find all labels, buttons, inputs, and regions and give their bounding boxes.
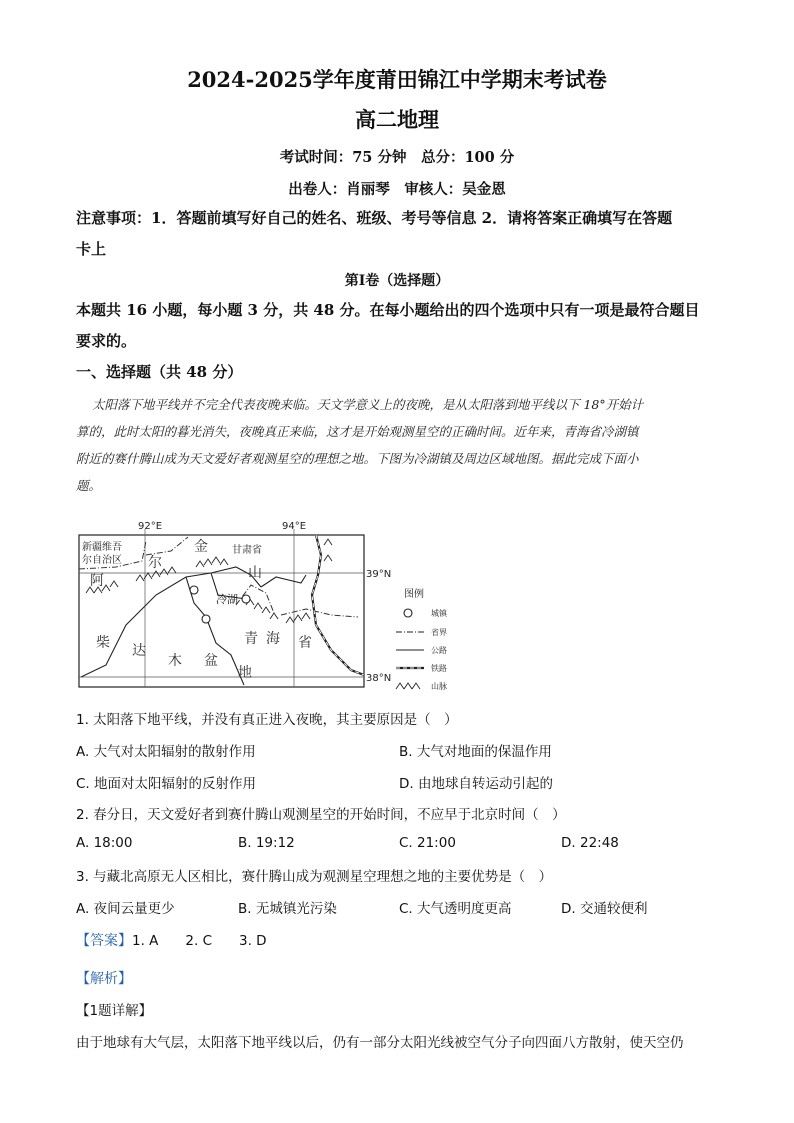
- map-legend: [396, 587, 448, 691]
- map-char-jin: 金: [194, 539, 208, 555]
- question-2-option-a: A. 18:00: [76, 835, 133, 851]
- legend-label-mountain: 山脉: [431, 682, 447, 691]
- map-char-pen: 盆: [204, 653, 218, 669]
- map-char-shan: 山: [248, 565, 262, 581]
- town-label-lenghu: 冷湖: [216, 593, 238, 606]
- legend-label-railway: 铁路: [431, 664, 447, 673]
- exam-title: 2024-2025学年度莆田锦江中学期末考试卷: [187, 67, 607, 92]
- lon-label-92e: 92°E: [138, 521, 163, 532]
- notice-line-2: 卡上: [76, 240, 107, 258]
- question-1-stem: 1. 太阳落下地平线，并没有真正进入夜晚，其主要原因是（ ）: [76, 712, 458, 728]
- question-1-option-c: C. 地面对太阳辐射的反射作用: [76, 776, 257, 792]
- legend-label-highway: 公路: [431, 646, 447, 655]
- map-char-da: 达: [132, 643, 146, 659]
- question-3-option-b: B. 无城镇光污染: [238, 901, 337, 917]
- map-char-sheng: 省: [298, 635, 312, 651]
- question-1-option-b: B. 大气对地面的保温作用: [399, 744, 552, 760]
- question-2-option-c: C. 21:00: [399, 835, 456, 851]
- answer-row: [76, 929, 267, 950]
- question-2-option-b: B. 19:12: [238, 835, 295, 851]
- notice-line-1: 注意事项：1．答题前填写好自己的姓名、班级、考号等信息 2．请将答案正确填写在答题: [76, 209, 673, 227]
- question-1-option-d: D. 由地球自转运动引起的: [399, 776, 553, 792]
- legend-town-icon: [404, 609, 412, 617]
- passage-line-3: 附近的赛什腾山成为天文爱好者观测星空的理想之地。下图为冷湖镇及周边区域地图。据此完成下面小: [76, 451, 639, 466]
- question-1-option-a: A. 大气对太阳辐射的散射作用: [76, 744, 256, 760]
- lenghu-region-map: [76, 515, 466, 695]
- question-3-option-d: D. 交通较便利: [561, 901, 648, 917]
- analysis-q1-label: 【1题详解】: [76, 1003, 153, 1019]
- question-3-option-a: A. 夜间云量更少: [76, 901, 175, 917]
- section-instruction-1: 本题共 16 小题，每小题 3 分，共 48 分。在每小题给出的四个选项中只有一项是最符合题目: [76, 301, 700, 319]
- part-title: 一、选择题（共 48 分）: [76, 363, 243, 381]
- answer-values: 1. A 2. C 3. D: [132, 933, 267, 949]
- map-char-chai: 柴: [96, 635, 110, 651]
- town-marker-lenghu: [242, 595, 250, 603]
- map-char-qing: 青: [244, 631, 258, 647]
- subject-title: 高二地理: [355, 107, 439, 132]
- lat-label-38n: 38°N: [366, 673, 392, 684]
- question-3-option-c: C. 大气透明度更高: [399, 901, 512, 917]
- lat-label-39n: 39°N: [366, 569, 392, 580]
- question-3-stem: 3. 与藏北高原无人区相比，赛什腾山成为观测星空理想之地的主要优势是（ ）: [76, 869, 553, 885]
- map-char-mu: 木: [168, 653, 182, 669]
- map-char-er: 尔: [148, 555, 162, 571]
- passage-line-2: 算的，此时太阳的暮光消失，夜晚真正来临，这才是开始观测星空的正确时间。近年来，青海省冷湖镇: [76, 424, 639, 439]
- region-label-xinjiang-1: 新疆维吾: [82, 542, 122, 553]
- analysis-q1-text: 由于地球有大气层，太阳落下地平线以后，仍有一部分太阳光线被空气分子向四面八方散射，使天空仍: [76, 1035, 684, 1051]
- legend-mountain-icon: [396, 683, 420, 689]
- map-char-di: 地: [238, 665, 252, 681]
- section-heading: 第Ⅰ卷（选择题）: [344, 273, 450, 289]
- section-instruction-2: 要求的。: [76, 332, 137, 350]
- question-2-option-d: D. 22:48: [561, 835, 619, 851]
- passage-line-1: 太阳落下地平线并不完全代表夜晚来临。天文学意义上的夜晚，是从太阳落到地平线以下 18°开始计: [92, 397, 644, 412]
- town-marker: [190, 586, 198, 594]
- question-2-stem: 2. 春分日，天文爱好者到赛什腾山观测星空的开始时间，不应早于北京时间（ ）: [76, 807, 566, 823]
- answer-label: 【答案】: [76, 933, 132, 949]
- exam-time-info: 考试时间：75 分钟 总分：100 分: [279, 149, 515, 166]
- legend-label-town: 城镇: [431, 609, 447, 618]
- lon-label-94e: 94°E: [282, 521, 307, 532]
- map-char-hai: 海: [266, 631, 280, 647]
- legend-title: 图例: [404, 589, 424, 600]
- legend-label-boundary: 省界: [431, 628, 447, 637]
- town-marker: [202, 615, 210, 623]
- region-label-gansu: 甘肃省: [232, 545, 262, 556]
- passage-line-4: 题。: [76, 478, 102, 493]
- region-label-xinjiang-2: 尔自治区: [82, 555, 122, 566]
- exam-authors: 出卷人：肖丽琴 审核人：吴金恩: [288, 181, 506, 198]
- map-char-a: 阿: [90, 573, 104, 589]
- analysis-label: 【解析】: [76, 971, 132, 987]
